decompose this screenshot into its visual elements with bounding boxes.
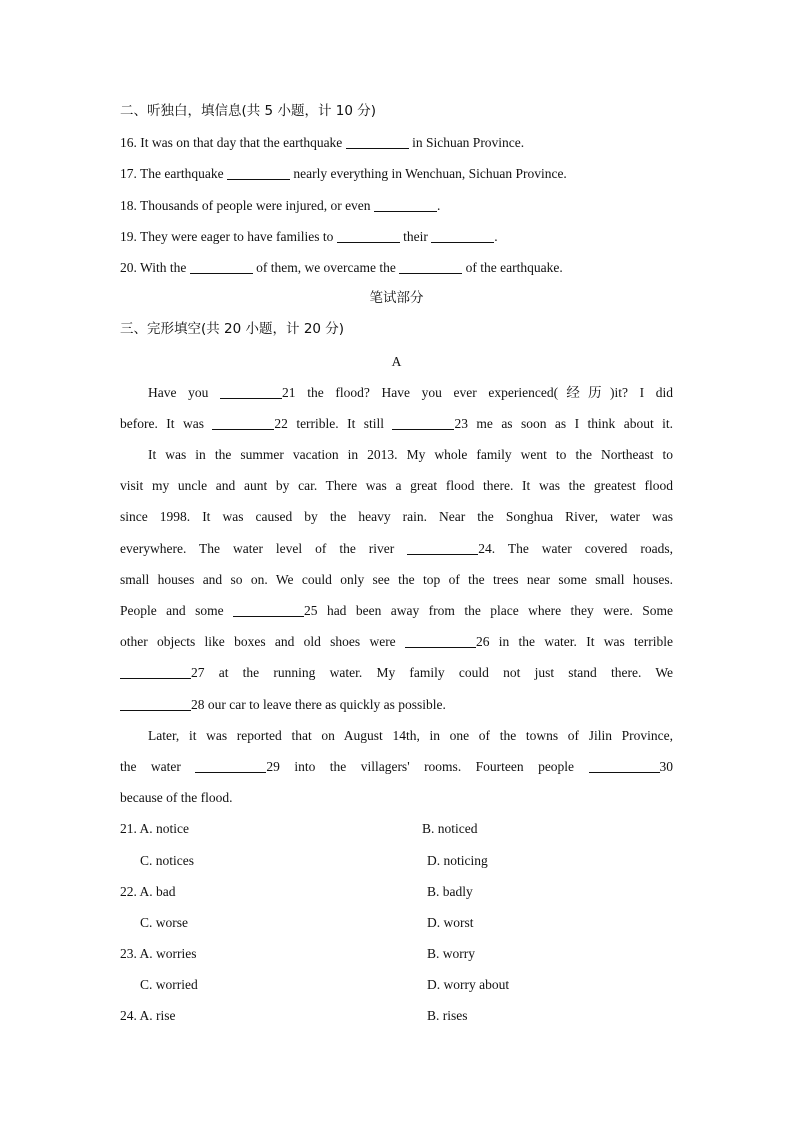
- option-c[interactable]: C. worse: [140, 914, 188, 930]
- answer-blank[interactable]: [195, 771, 266, 773]
- option-a[interactable]: 24. A. rise: [120, 1008, 176, 1024]
- passage-line: the water 29 into the villagers' rooms. Fourteen people 30: [120, 758, 673, 774]
- option-c[interactable]: C. worried: [140, 977, 198, 993]
- option-b[interactable]: B. noticed: [422, 821, 478, 837]
- options-24: [120, 1000, 673, 1031]
- option-a[interactable]: 22. A. bad: [120, 883, 176, 899]
- question-19: 19. They were eager to have families to their .: [120, 228, 498, 244]
- passage-line: everywhere. The water level of the river 24. The water covered roads,: [120, 540, 674, 556]
- answer-blank[interactable]: [120, 677, 191, 679]
- option-a[interactable]: 23. A. worries: [120, 946, 197, 962]
- passage-label: A: [391, 353, 402, 369]
- question-17: 17. The earthquake nearly everything in Wenchuan, Sichuan Province.: [120, 166, 567, 182]
- option-b[interactable]: B. badly: [427, 883, 473, 899]
- answer-blank[interactable]: [405, 646, 476, 648]
- question-16: 16. It was on that day that the earthquake in Sichuan Province.: [120, 135, 525, 151]
- question-18: 18. Thousands of people were injured, or even .: [120, 197, 441, 213]
- options-22: [120, 876, 673, 907]
- answer-blank[interactable]: [399, 272, 462, 274]
- passage-line: visit my uncle and aunt by car. There was a great flood there. It was the greatest flood: [120, 478, 673, 494]
- option-d[interactable]: D. worst: [427, 914, 474, 930]
- options-23-cd: [120, 969, 673, 1000]
- passage-line: Have you 21 the flood? Have you ever experienced(经历)it? I did: [148, 384, 673, 400]
- options-23: [120, 938, 673, 969]
- exam-page: [120, 96, 673, 1032]
- answer-blank[interactable]: [233, 615, 304, 617]
- answer-blank[interactable]: [346, 147, 409, 149]
- options-22-cd: [120, 907, 673, 938]
- passage-line: other objects like boxes and old shoes were 26 in the water. It was terrible: [120, 634, 673, 650]
- cloze-section-heading: 三、完形填空(共 20 小题，计 20 分): [120, 321, 345, 338]
- answer-blank[interactable]: [220, 397, 282, 399]
- question-20: 20. With the of them, we overcame the of the earthquake.: [120, 259, 563, 275]
- passage-line: since 1998. It was caused by the heavy rain. Near the Songhua River, water was: [120, 509, 673, 525]
- option-c[interactable]: C. notices: [140, 852, 194, 868]
- option-d[interactable]: D. worry about: [427, 977, 510, 993]
- answer-blank[interactable]: [212, 428, 274, 430]
- option-b[interactable]: B. rises: [427, 1008, 468, 1024]
- passage-line: before. It was 22 terrible. It still 23 me as soon as I think about it.: [120, 415, 674, 431]
- options-21-cd: [120, 845, 673, 876]
- answer-blank[interactable]: [589, 771, 660, 773]
- written-part-title: 笔试部分: [369, 290, 424, 307]
- answer-blank[interactable]: [431, 241, 494, 243]
- listening-section-heading: 二、听独白，填信息(共 5 小题，计 10 分): [120, 103, 376, 119]
- passage-line: 28 our car to leave there as quickly as possible.: [120, 689, 673, 720]
- answer-blank[interactable]: [407, 553, 478, 555]
- answer-blank[interactable]: [392, 428, 454, 430]
- option-a[interactable]: 21. A. notice: [120, 821, 189, 837]
- passage-line: Later, it was reported that on August 14th, in one of the towns of Jilin Province,: [148, 727, 673, 743]
- passage-line: 27 at the running water. My family could not just stand there. We: [120, 657, 673, 688]
- answer-blank[interactable]: [337, 241, 400, 243]
- answer-blank[interactable]: [190, 272, 253, 274]
- passage-line: It was in the summer vacation in 2013. My whole family went to the Northeast to: [148, 447, 673, 463]
- answer-blank[interactable]: [227, 178, 290, 180]
- option-b[interactable]: B. worry: [427, 946, 475, 962]
- passage-line: People and some 25 had been away from the place where they were. Some: [120, 603, 674, 618]
- options-21: [120, 813, 673, 844]
- answer-blank[interactable]: [374, 210, 437, 212]
- passage-line: because of the flood.: [120, 790, 233, 806]
- passage-line: small houses and so on. We could only see the top of the trees near some small houses.: [120, 571, 673, 587]
- answer-blank[interactable]: [120, 709, 191, 711]
- option-d[interactable]: D. noticing: [427, 852, 488, 868]
